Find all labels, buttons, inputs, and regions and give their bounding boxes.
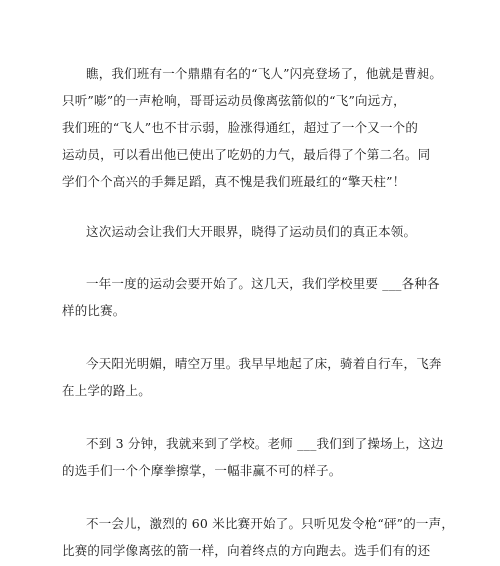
text-line: 今天阳光明媚，晴空万里。我早早地起了床，骑着自行车，飞奔 <box>86 356 442 371</box>
text-line: 比赛的同学像离弦的箭一样，向着终点的方向跑去。选手们有的还 <box>62 543 431 558</box>
text-line: 不到 3 分钟，我就来到了学校。老师 ___我们到了操场上，这边 <box>86 436 444 451</box>
paragraph-6 <box>62 510 455 564</box>
paragraph-4 <box>62 350 452 404</box>
paragraph-5 <box>62 430 452 484</box>
paragraph-3 <box>62 270 452 324</box>
text-line: 样的比赛。 <box>62 303 126 318</box>
text-line: 瞧，我们班有一个鼎鼎有名的“飞人”闪亮登场了，他就是曹昶。 <box>86 66 443 81</box>
text-line: 学们个个高兴的手舞足蹈，真不愧是我们班最红的“擎天柱”！ <box>62 174 406 189</box>
text-line: 的选手们一个个摩拳擦掌，一幅非赢不可的样子。 <box>62 463 342 478</box>
text-line: 一年一度的运动会要开始了。这几天，我们学校里要 ___各种各 <box>86 276 440 291</box>
text-line: 我们班的“飞人”也不甘示弱，脸涨得通红，超过了一个又一个的 <box>62 120 419 135</box>
text-line: 在上学的路上。 <box>62 383 151 398</box>
paragraph-1 <box>62 60 452 195</box>
text-line: 不一会儿，激烈的 60 米比赛开始了。只听见发令枪“砰”的一声， <box>86 516 455 531</box>
text-line: 只听”嘭”的一声枪响，哥哥运动员像离弦箭似的“飞”向远方， <box>62 93 406 108</box>
paragraph-2 <box>62 218 452 245</box>
text-line: 这次运动会让我们大开眼界，晓得了运动员们的真正本领。 <box>86 224 417 239</box>
text-line: 运动员，可以看出他已使出了吃奶的力气，最后得了个第二名。同 <box>62 147 431 162</box>
